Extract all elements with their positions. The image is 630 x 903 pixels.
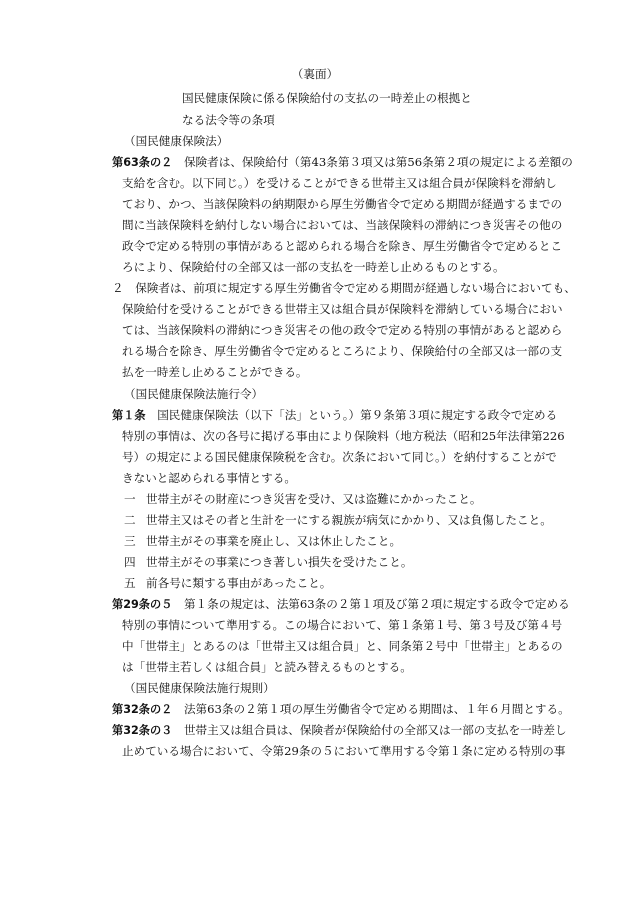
list-item: 三 世帯主がその事業を廃止し、又は休止したこと。 bbox=[124, 534, 402, 548]
document-title-line-2: なる法令等の条項 bbox=[182, 113, 275, 127]
paragraph-text: 保険者は、前項に規定する厚生労働省令で定める期間が経過しない場合においても、 bbox=[135, 281, 576, 295]
article-text: 中「世帯主」とあるのは「世帯主又は組合員」と、同条第２号中「世帯主」とあるの bbox=[122, 639, 563, 653]
list-item: 四 世帯主がその事業につき著しい損失を受けたこと。 bbox=[124, 555, 413, 569]
article-text: ろにより、保険給付の全部又は一部の支払を一時差し止めるものとする。 bbox=[122, 260, 505, 274]
article-text: 間に当該保険料を納付しない場合においては、当該保険料の滞納につき災害その他の bbox=[122, 218, 563, 232]
list-item: 一 世帯主がその財産につき災害を受け、又は盗難にかかったこと。 bbox=[124, 492, 482, 506]
article-text: 特別の事情について準用する。この場合において、第１条第１号、第３号及び第４号 bbox=[122, 618, 563, 632]
list-item: 二 世帯主又はその者と生計を一にする親族が病気にかかり、又は負傷したこと。 bbox=[124, 513, 552, 527]
article-text: 特別の事情は、次の各号に掲げる事由により保険料（地方税法（昭和25年法律第226 bbox=[122, 429, 565, 443]
article-number: 第１条 bbox=[112, 409, 146, 422]
article-number: 第32条の３ bbox=[112, 724, 173, 737]
article-text: 法第63条の２第１項の厚生労働省令で定める期間は、１年６月間とする。 bbox=[183, 702, 570, 716]
article-63-2 bbox=[112, 152, 578, 278]
article-text: は「世帯主若しくは組合員」と読み替えるものとする。 bbox=[122, 660, 412, 674]
paragraph-text: れる場合を除き、厚生労働省令で定めるところにより、保険給付の全部又は一部の支 bbox=[122, 344, 563, 358]
paragraph-text: 払を一時差し止めることができる。 bbox=[122, 365, 308, 379]
article-text: 号）の規定による国民健康保険税を含む。次条において同じ。）を納付することがで bbox=[122, 450, 557, 464]
rules-article-32-2 bbox=[112, 699, 578, 720]
paragraph-text: ては、当該保険料の滞納につき災害その他の政令で定める特別の事情があると認めら bbox=[122, 323, 563, 337]
article-number: 第63条の２ bbox=[112, 156, 173, 169]
article-text: 保険者は、保険給付（第43条第３項又は第56条第２項の規定による差額の bbox=[183, 155, 573, 169]
article-text: ており、かつ、当該保険料の納期限から厚生労働省令で定める期間が経過するまでの bbox=[122, 197, 563, 211]
article-text: 政令で定める特別の事情があると認められる場合を除き、厚生労働省令で定めるとこ bbox=[122, 239, 563, 253]
article-text: 第１条の規定は、法第63条の２第１項及び第２項に規定する政令で定める bbox=[183, 597, 570, 611]
article-text: 世帯主又は組合員は、保険者が保険給付の全部又は一部の支払を一時差し bbox=[183, 723, 567, 737]
paragraph-number: ２ bbox=[112, 281, 124, 295]
article-number: 第32条の２ bbox=[112, 703, 173, 716]
article-text: 支給を含む。以下同じ。）を受けることができる世帯主又は組合員が保険料を滞納し bbox=[122, 176, 557, 190]
paragraph-text: 保険給付を受けることができる世帯主又は組合員が保険料を滞納している場合におい bbox=[122, 302, 563, 316]
article-text: 国民健康保険法（以下「法」という。）第９条第３項に規定する政令で定める bbox=[157, 408, 558, 422]
article-number: 第29条の５ bbox=[112, 598, 173, 611]
source-heading-rules: （国民健康保険法施行規則） bbox=[124, 681, 275, 695]
list-item: 五 前各号に類する事由があったこと。 bbox=[124, 576, 332, 590]
rules-article-32-3 bbox=[112, 720, 578, 762]
side-label: （裏面） bbox=[291, 67, 339, 81]
article-text: 止めている場合において、令第29条の５において準用する令第１条に定める特別の事 bbox=[122, 744, 566, 758]
article-text: きないと認められる事情とする。 bbox=[122, 471, 296, 485]
article-63-2-paragraph-2 bbox=[112, 278, 578, 383]
order-article-1 bbox=[112, 405, 578, 489]
order-article-29-5 bbox=[112, 594, 578, 678]
source-heading-order: （国民健康保険法施行令） bbox=[124, 387, 264, 401]
source-heading-law: （国民健康保険法） bbox=[124, 134, 229, 148]
document-title-line-1: 国民健康保険に係る保険給付の支払の一時差止の根拠と bbox=[182, 91, 472, 105]
